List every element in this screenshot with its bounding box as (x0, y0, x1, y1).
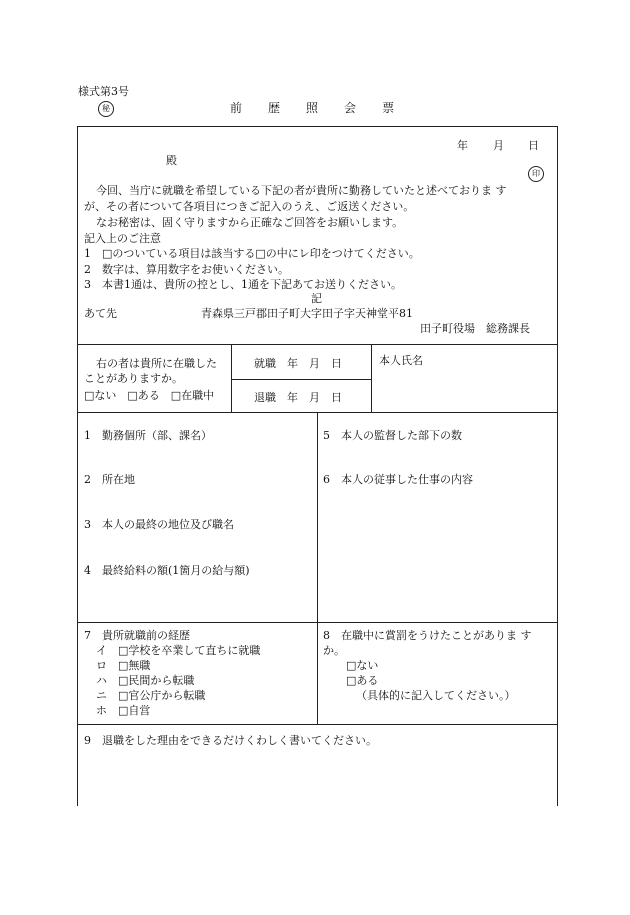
item-9-reason: 9 退職をした理由をできるだけくわしく書いてください。 (84, 734, 377, 747)
employment-options[interactable]: □ない □ある □在職中 (84, 389, 215, 402)
title-char: 会 (344, 101, 357, 115)
title-char: 前 (230, 101, 243, 115)
body-line-2: が、その者について各項目につきご記入のうえ、ご返送ください。 (84, 200, 415, 213)
item-8-option[interactable]: □ある (346, 674, 379, 687)
hire-date[interactable]: 就職 年 月 日 (254, 357, 342, 370)
form-number: 様式第3号 (78, 85, 129, 98)
employment-question-2: ことがありますか。 (84, 372, 183, 385)
item-3-position: 3 本人の最終の地位及び職名 (84, 518, 234, 531)
title-char: 票 (382, 101, 395, 115)
page-title (230, 101, 394, 116)
body-line-1: 今回、当庁に就職を希望している下記の者が貴所に勤務していたと述べておりま す (96, 184, 507, 197)
date-year[interactable]: 年 (457, 139, 468, 152)
item-2-location: 2 所在地 (84, 473, 135, 486)
item-7-option[interactable]: ハ □民間から転職 (96, 674, 195, 687)
item-1-workplace: 1 勤務個所（部、課名） (84, 429, 212, 442)
title-char: 歴 (268, 101, 281, 115)
secret-mark-icon: 秘 (98, 101, 114, 117)
title-char: 照 (306, 101, 319, 115)
seal-icon: 印 (528, 166, 544, 182)
date-month[interactable]: 月 (493, 139, 504, 152)
item-5-subordinates: 5 本人の監督した部下の数 (323, 429, 462, 442)
destination-name: 田子町役場 総務課長 (420, 322, 530, 335)
ki-label: 記 (311, 292, 322, 305)
item-8-note: （具体的に記入してください。） (356, 689, 516, 702)
item-7-option[interactable]: ロ □無職 (96, 659, 151, 672)
item-8-option[interactable]: □ない (346, 659, 379, 672)
addressee-suffix: 殿 (166, 154, 177, 167)
person-name-label: 本人氏名 (379, 354, 423, 367)
item-7-option[interactable]: ニ □官公庁から転職 (96, 689, 206, 702)
item-8-awards-cont: か。 (323, 644, 345, 657)
item-4-salary: 4 最終給料の額(1箇月の給与額) (84, 564, 250, 577)
destination-address: 青森県三戸郡田子町大字田子字天神堂平81 (201, 307, 413, 320)
date-day[interactable]: 日 (528, 139, 539, 152)
destination-label: あて先 (84, 307, 117, 320)
body-line-3: なお秘密は、固く守りますから正確なご回答をお願いします。 (96, 216, 404, 229)
notes-title: 記入上のご注意 (84, 232, 161, 245)
note-2: 2 数字は、算用数字をお使いください。 (84, 263, 289, 276)
note-1: 1 □のついている項目は該当する□の中にレ印をつけてください。 (84, 247, 420, 260)
leave-date[interactable]: 退職 年 月 日 (254, 391, 342, 404)
employment-question-1: 右の者は貴所に在職した (96, 357, 217, 370)
item-8-awards: 8 在職中に賞罰をうけたことがありま す (323, 629, 532, 642)
item-6-duties: 6 本人の従事した仕事の内容 (323, 473, 473, 486)
item-7-option[interactable]: ホ □自営 (96, 704, 151, 717)
item-7-option[interactable]: イ □学校を卒業して直ちに就職 (96, 644, 261, 657)
item-7-prior-career: 7 貴所就職前の経歴 (84, 629, 190, 642)
note-3: 3 本書1通は、貴所の控とし、1通を下記あてお送りください。 (84, 278, 402, 291)
